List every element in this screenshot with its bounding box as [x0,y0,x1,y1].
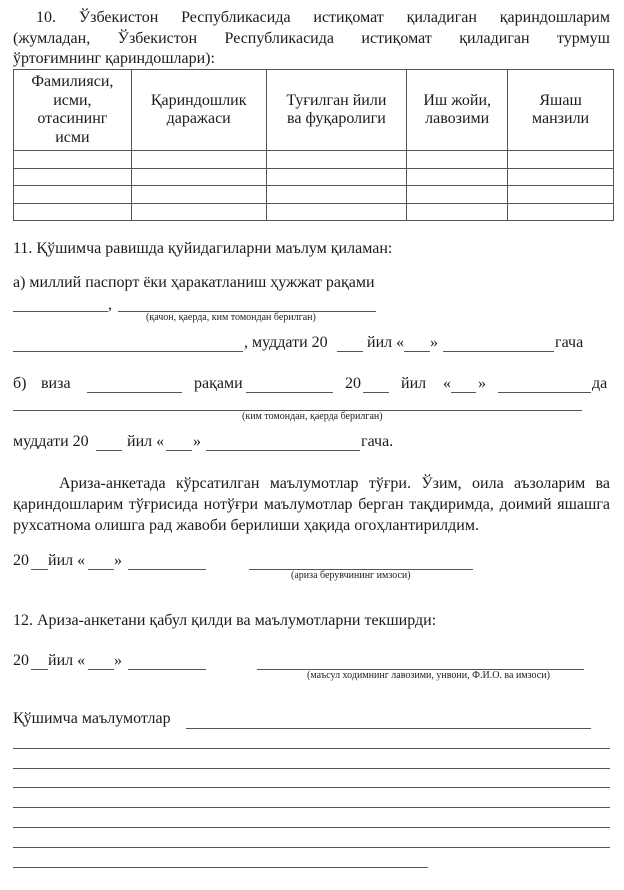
passport-number-field[interactable] [13,311,108,312]
passport-month-field[interactable] [443,351,554,352]
header-relationship: Қариндошлик даражаси [131,70,266,151]
additional-info-label: Қўшимча маълумотлар [13,710,171,727]
passport-day-field[interactable] [404,351,430,352]
section12-month-field[interactable] [128,669,206,670]
word: қариндошларим [499,9,610,26]
passport-validity-text: , муддати 20 [244,334,328,351]
additional-info-field-8[interactable] [13,867,428,868]
visa-type-field[interactable] [87,392,182,393]
visa-validity-year-label: йил « [127,433,165,450]
word: турмуш [556,30,610,47]
additional-info-field-3[interactable] [13,768,610,769]
additional-info-field-2[interactable] [13,748,610,749]
visa-b-label: б) [13,375,27,392]
table-row [14,151,614,169]
section12-year-label: йил « [48,652,86,669]
visa-number-label: рақами [194,375,243,392]
word: қиладиган [406,9,477,26]
visa-validity-month-field[interactable] [206,450,360,451]
section11-heading: 11. Қўшимча равишда қуйидагиларни маълум қиламан: [13,240,393,257]
visa-da-label: да [592,375,608,392]
visa-issuer-caption: (ким томондан, қаерда берилган) [242,411,383,422]
section12-heading: 12. Ариза-анкетани қабул қилди ва маълумотларни текширди: [13,612,437,629]
officer-signature-caption: (маъсул ходимнинг лавозими, унвони, Ф.И.О. ва имзоси) [307,670,550,681]
visa-validity-year-field[interactable] [96,450,122,451]
table-cell[interactable] [508,151,614,169]
table-cell[interactable] [266,151,407,169]
additional-info-field-1[interactable] [186,728,591,729]
word: қиладиган [459,30,530,47]
declaration-year-label: йил « [48,552,86,569]
visa-label: виза [41,375,71,392]
additional-info-field-4[interactable] [13,787,610,788]
additional-info-field-7[interactable] [13,847,610,848]
table-header-row [14,70,614,151]
table-row [14,203,614,221]
table-cell[interactable] [14,186,132,204]
declaration-day-field[interactable] [88,569,114,570]
passport-label: а) миллий паспорт ёки ҳаракатланиш ҳужжат рақами [13,274,375,291]
table-cell[interactable] [407,186,508,204]
visa-quote-close: » [478,375,486,392]
year-label: йил « [367,334,405,351]
header-full-name: Фамилияси, исми, отасининг исми [14,70,132,151]
visa-year-field[interactable] [363,392,389,393]
table-cell[interactable] [407,203,508,221]
declaration-date-20: 20 [13,552,29,569]
declaration-text [13,473,610,536]
table-cell[interactable] [508,168,614,186]
section10-line3: ўртоғимнинг қариндошлари): [13,50,215,67]
declaration-body: Ариза-анкетада кўрсатилган маълумотлар тўғри. Ўзим, оила аъзоларим ва қариндошларим тўғрисида нотўғри маълумотлар берган тақдиримда, доимий яшашга рухсатнома олишга рад жавоби берилиши ҳақида огоҳлантирилдим. [13,475,610,534]
table-row [14,186,614,204]
table-cell[interactable] [508,186,614,204]
word: истиқомат [361,30,432,47]
table-cell[interactable] [266,203,407,221]
section10-line1 [36,9,610,27]
visa-month-field[interactable] [498,392,591,393]
visa-validity-text: муддати 20 [13,433,89,450]
word: (жумладан, [13,30,91,47]
declaration-quote-close: » [114,552,122,569]
table-cell[interactable] [131,168,266,186]
word: Ўзбекистон [78,9,159,26]
comma: , [108,296,112,313]
table-cell[interactable] [266,186,407,204]
table-cell[interactable] [266,168,407,186]
header-workplace: Иш жойи, лавозими [407,70,508,151]
declaration-year-field[interactable] [31,569,48,570]
additional-info-field-5[interactable] [13,807,610,808]
table-cell[interactable] [407,168,508,186]
visa-number-field[interactable] [246,392,333,393]
table-cell[interactable] [508,203,614,221]
relatives-table [13,69,614,221]
visa-quote-open: « [443,375,451,392]
table-cell[interactable] [14,168,132,186]
section12-day-field[interactable] [88,669,114,670]
visa-validity-until-label: гача. [361,433,394,450]
word: Ўзбекистон [117,30,198,47]
table-row [14,168,614,186]
section12-year-field[interactable] [31,669,48,670]
table-cell[interactable] [131,186,266,204]
passport-issued-caption: (қачон, қаерда, ким томондан берилган) [146,312,316,323]
section10-number: 10. [36,9,56,26]
header-birth-citizenship: Туғилган йили ва фуқаролиги [266,70,407,151]
table-cell[interactable] [14,151,132,169]
section12-date-20: 20 [13,652,29,669]
table-cell[interactable] [14,203,132,221]
declaration-month-field[interactable] [128,569,206,570]
quote-close: » [430,334,438,351]
header-address: Яшаш манзили [508,70,614,151]
visa-year-label: йил [401,375,427,392]
table-cell[interactable] [131,203,266,221]
additional-info-field-6[interactable] [13,827,610,828]
passport-issuer-field[interactable] [13,351,243,352]
visa-day-field[interactable] [451,392,476,393]
word: Республикасида [224,30,334,47]
section12-quote-close: » [114,652,122,669]
word: Республикасида [181,9,291,26]
visa-20-label: 20 [345,375,361,392]
table-cell[interactable] [131,151,266,169]
section10-line2 [13,30,610,48]
table-cell[interactable] [407,151,508,169]
visa-validity-day-field[interactable] [166,450,192,451]
applicant-signature-caption: (ариза берувчининг имзоси) [291,570,411,581]
word: истиқомат [313,9,384,26]
visa-validity-quote-close: » [193,433,201,450]
passport-year-field[interactable] [337,351,363,352]
until-label: гача [555,334,584,351]
